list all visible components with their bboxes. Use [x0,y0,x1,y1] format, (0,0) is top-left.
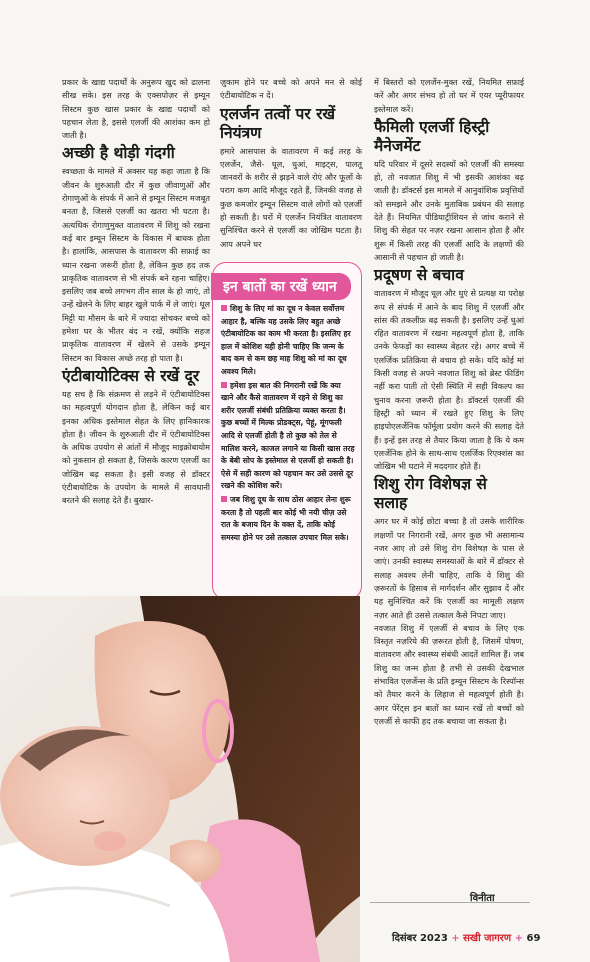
page-number: 69 [526,933,541,944]
issue-date: दिसंबर 2023 [392,933,448,944]
heading-allergens: एलर्जन तत्वों पर रखें नियंत्रण [220,104,336,142]
col3-para-pediatrician: अगर घर में कोई छोटा बच्चा है तो उसके शारीरिक लक्षणों पर निगरानी रखें, अगर कुछ भी असामान्य नजर आए तो उसे शिशु रोग विशेषज्ञ के पास ले जाएं। उनकी स्वास्थ्य समस्याओं के बारे में डॉक्टर से सलाह अवश्य लेनी चाहिए, ताकि वे शिशु की ज़रूरतों के हिसाब से मार्गदर्शन और सुझाव दें और यह सुनिश्चित करें कि एलर्जी का मामूली लक्षण नज़र आते ही उससे तत्काल कैसे निपटा जाए। [374,516,524,620]
plus-separator: + [514,933,523,944]
heading-antibiotics: एंटीबायोटिक्स से रखें दूर [62,366,200,385]
tip-text: हमेशा इस बात की निगरानी रखें कि क्या खाने और कैसे वातावरण में रहने से शिशु का शरीर एलर्जी संबंधी प्रतिक्रिया व्यक्त करता है। कुछ बच्चों में मिल्क प्रोडक्ट्स, पेहूं, मूंगफली आदि से एलर्जी होती है तो कुछ को तेल से मालिश करने, काजल लगाने या किसी खास तरह के बेबी सोप के इस्तेमाल से एलर्जी हो सकती है। ऐसे में सही कारण को पहचान कर उसे उससे दूर रखने की कोशिश करें। [221,380,355,491]
mother-baby-illustration [0,596,360,962]
heading-family-history: फैमिली एलर्जी हिस्ट्री मैनेजमेंट [374,117,490,155]
tip-item [221,380,355,493]
col3-para-pollution: वातावरण में मौजूद धूल और धुएं से प्रत्यक्ष या परोक्ष रूप से संपर्क में आने के बाद शिशु में एलर्जी और सांस की तकलीफ़ बढ़ सकती है। इसलिए उन्हें धुआं रहित वातावरण में रखना महत्वपूर्ण होता है, ताकि उनके फेफड़ों का स्वास्थ्य बेहतर रहे। अगर बच्चे में एलर्जिक प्रतिक्रिया से बचाव हो सके। यदि कोई मां किसी वजह से अपने नवजात शिशु को ब्रेस्ट फीडिंग नहीं करा पाती तो ऐसी स्थिति में सही विकल्प का चुनाव करना ज़रूरी होता है। डॉक्टर्स एलर्जी की हिस्ट्री को ध्यान में रखते हुए शिशु के लिए हाइपोएलर्जेनिक फॉर्मूला प्रयोग करने की सलाह देते हैं। इन्हें इस तरह से तैयार किया जाता है कि ये कम एलर्जेनिक होने के साथ-साथ एलर्जिक रिएक्शंस का जोखिम भी घटाने में मददगार होते हैं। [374,288,524,472]
plus-separator: + [451,933,460,944]
tips-box [212,262,362,600]
col2-para-allergens: हमारे आसपास के वातावरण में कई तरह के एलर्जेन, जैसे- धूल, धुआं, माइट्स, पालतू जानवरों के शरीर से झड़ने वाले रोएं और फूलों के पराग कण आदि मौजूद रहते हैं, जिनकी वजह से कुछ कमजोर इम्यून सिस्टम वाले लोगों को एलर्जी हो सकती है। घरों में एलर्जेन नियंत्रित वातावरण सुनिश्चित करने से एलर्जी का जोखिम घटता है। आप अपने घर [220,145,362,249]
author-name: विनीता [470,893,495,904]
col3-para-conclusion: नवजात शिशु में एलर्जी से बचाव के लिए एक विस्तृत नज़रिये की ज़रूरत होती है, जिसमें पोषण, वातावरण और स्वास्थ्य संबंधी आदतें शामिल हैं। जब शिशु का जन्म होता है तभी से उसकी देखभाल संभावित एलर्जेन्स के प्रति इम्यून सिस्टम के रिस्पॉन्स को तैयार करने के लिहाज से महत्वपूर्ण होती है। अगर पेरेंट्स इन बातों का ध्यान रखें तो बच्चों को एलर्जी से काफी हद तक बचाया जा सकता है। [374,622,524,726]
tip-item [221,494,355,544]
square-bullet-icon [221,496,227,502]
column-1 [62,76,210,508]
magazine-brand: सखी जागरण [463,933,512,944]
column-2 [220,76,362,251]
tip-text: जब शिशु दूध के साथ ठोस आहार लेना शुरू करता है तो पहली बार कोई भी नयी चीज़ उसे रात के बजाय दिन के वक्त दें, ताकि कोई समस्या होने पर उसे तत्काल उपचार मिल सके। [221,494,351,542]
col1-intro: प्रकार के खाद्य पदार्थों के अनुरूप खुद को ढालना सीख सके। इस तरह के एक्सपोज़र से इम्यून सिस्टम कुछ खास प्रकार के खाद्य पदार्थों को पहचान लेता है, इससे एलर्जी की आशंका कम हो जाती है। [62,77,210,141]
col3-para-family-history: यदि परिवार में दूसरे सदस्यों को एलर्जी की समस्या हो, तो नवजात शिशु में भी इसकी आशंका बढ़ जाती है। डॉक्टर्स इस मामले में आनुवांशिक प्रवृत्तियों को समझने और उनके मुताबिक प्रबंधन की सलाह देते हैं। नियमित पीडियाट्रीशियन से जांच कराने से शिशु की सेहत पर नज़र रखना आसान होता है और शुरू में किसी तरह की एलर्जी आदि के लक्षणों की आसानी से पहचान हो जाती है। [374,158,524,262]
tip-item [221,303,355,379]
tips-box-title: इन बातों का रखें ध्यान [211,273,351,300]
col1-para-dirt: स्वच्छता के मामले में अक्सर यह कहा जाता है कि जीवन के शुरुआती दौर में कुछ जीवाणुओं और रोगाणुओं के संपर्क में आने से इम्यून सिस्टम मजबूत बनता है, जिससे एलर्जी का खतरा भी घटता है। अत्यधिक रोगाणुमुक्त वातावरण में शिशु को रखना कई बार इम्यून सिस्टम के विकास में बाधक होता है। हालांकि, आसपास के वातावरण की सफ़ाई का ध्यान रखना जरूरी होता है, लेकिन कुछ हद तक प्राकृतिक वातावरण से भी संपर्क बने रहना चाहिए। इसलिए जब बच्चे लगभग तीन साल के हो जाएं, तो उन्हें खेलने के लिए बाहर खुले पार्क में ले जाएं। धूल मिट्टी या मौसम के बारे में ज्यादा सोचकर बच्चे को हमेशा घर के भीतर बंद न रखें, क्योंकि सहज प्राकृतिक वातावरण में खेलने से उसके इम्यून सिस्टम का विकास अच्छे तरह हो पाता है। [62,166,210,363]
tips-list [221,303,355,545]
col2-intro: ज़ुकाम होने पर बच्चे को अपने मन से कोई एंटीबायोटिक न दें। [220,77,362,101]
column-3 [374,76,524,728]
col3-intro: में बिस्तरों को एलर्जेन-मुक्त रखें, नियमित सफ़ाई करें और अगर संभव हो तो घर में एयर प्यूरीफायर इस्तेमाल करें। [374,77,524,114]
square-bullet-icon [221,382,227,388]
tip-text: शिशु के लिए मां का दूध न केवल सर्वोत्तम आहार है, बल्कि यह उसके लिए बहुत अच्छे एंटीबायोटिक का काम भी करता है। इसलिए हर हाल में कोशिश यही होनी चाहिए कि जन्म के बाद कम से कम छह माह शिशु को मां का दूध अवश्य मिले। [221,304,351,376]
col1-para-antibiotics: यह सच है कि संक्रमण से लड़ने में एंटीबायोटिक्स का महत्वपूर्ण योगदान होता है, लेकिन कई बार इनका अधिक इस्तेमाल सेहत के लिए हानिकारक होता है। जीवन के शुरुआती दौर में एंटीबायोटिक्स के अधिक उपयोग से आंतों में मौजूद माइक्रोबायोम को नुकसान हो सकता है, जिसके कारण एलर्जी का जोखिम बढ़ सकता है। इसी वजह से डॉक्टर एंटीबायोटिक के उपयोग के मामले में सावधानी बरतने की सलाह देते हैं। बुखार- [62,388,210,506]
square-bullet-icon [221,305,227,311]
heading-pollution: प्रदूषण से बचाव [374,266,464,285]
heading-pediatrician: शिशु रोग विशेषज्ञ से सलाह [374,475,487,513]
article-end-rule [370,902,530,903]
heading-dirt: अच्छी है थोड़ी गंदगी [62,144,175,163]
page-footer [392,930,540,944]
mother-baby-photo [0,596,360,962]
